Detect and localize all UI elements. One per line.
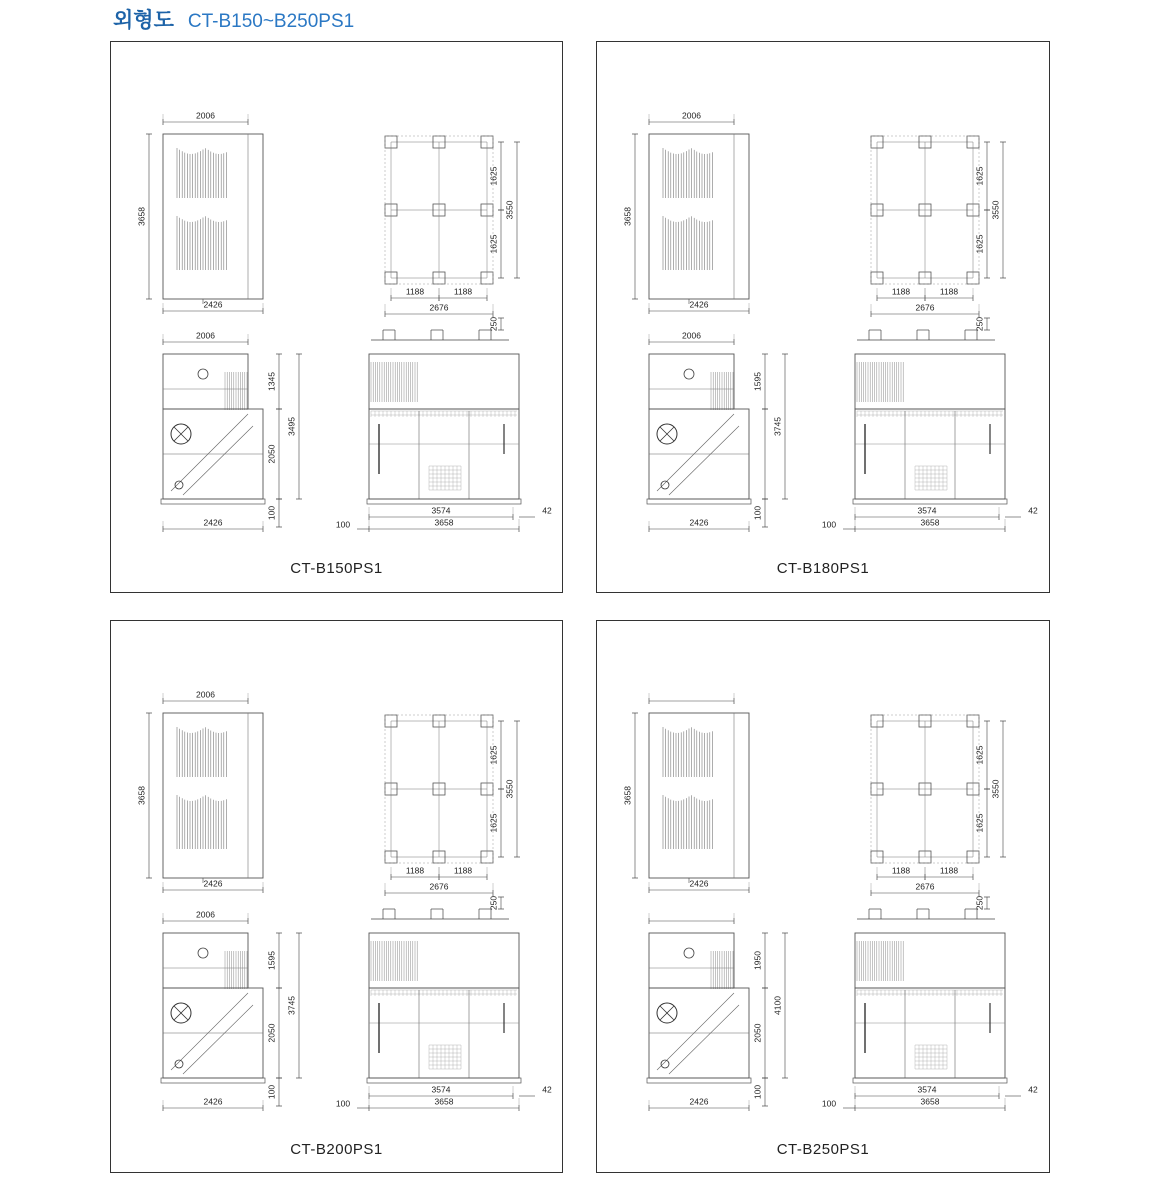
side-base — [161, 499, 265, 504]
dimension-label: 1188 — [939, 286, 959, 297]
dimension-label: 1345 — [266, 372, 277, 391]
dimension-label: 1188 — [453, 865, 473, 876]
dimension-label: 250 — [488, 316, 499, 332]
drawing-panel-b200 — [110, 620, 563, 1173]
dimension-label: 3658 — [434, 517, 454, 528]
dimension-label: 1950 — [752, 951, 763, 970]
dimension-label: 3658 — [434, 1096, 454, 1107]
dimension-label: 42 — [1028, 1084, 1038, 1095]
side-upper-casing — [649, 354, 734, 409]
dimension-label: 2426 — [203, 517, 223, 528]
dimension-label: 3574 — [917, 505, 937, 516]
dimension-label: 250 — [974, 895, 985, 911]
dimension-label: 100 — [266, 505, 277, 521]
drawing-line — [669, 1005, 739, 1074]
dimension-label: 100 — [821, 1098, 837, 1109]
dimension-label: 1625 — [488, 234, 499, 254]
dimension-label: 1595 — [752, 372, 763, 391]
dimension-label: 2426 — [689, 1096, 709, 1107]
dimension-label: 3550 — [990, 779, 1001, 799]
drawing-svg — [111, 621, 562, 1172]
dimension-label: 1188 — [453, 286, 473, 297]
dimension-label: 3574 — [431, 1084, 451, 1095]
drawing-svg — [597, 621, 1049, 1172]
model-caption: CT-B150PS1 — [290, 560, 383, 577]
front-lower-casing — [369, 988, 519, 1078]
dimension-label: 100 — [752, 505, 763, 521]
drawing-panel-b150 — [110, 41, 563, 593]
dimension-label: 42 — [1028, 505, 1038, 516]
side-upper-casing — [649, 933, 734, 988]
front-base — [367, 499, 521, 504]
dimension-label: 3495 — [286, 417, 297, 436]
dimension-label: 42 — [542, 1084, 552, 1095]
dimension-label: 250 — [974, 316, 985, 332]
front-upper-casing — [855, 933, 1005, 988]
dimension-label: 1625 — [488, 813, 499, 833]
dimension-label: 2006 — [196, 110, 215, 121]
drawing-line — [657, 993, 734, 1070]
dimension-label: 2426 — [203, 1096, 223, 1107]
inlet-pipe-icon — [684, 369, 694, 379]
dimension-label: 3745 — [286, 996, 297, 1015]
dimension-label: 100 — [752, 1084, 763, 1100]
drawing-line — [183, 1005, 253, 1074]
dimension-label: 2006 — [196, 909, 215, 920]
dimension-label: 3550 — [504, 200, 515, 220]
dimension-label: 2676 — [915, 881, 935, 892]
drain-icon — [175, 1060, 183, 1068]
side-base — [647, 499, 751, 504]
dimension-label: 2426 — [689, 878, 709, 889]
side-upper-casing — [163, 354, 248, 409]
front-base — [853, 1078, 1007, 1083]
front-base — [853, 499, 1007, 504]
dimension-label: 1625 — [974, 234, 985, 254]
dimension-label: 2006 — [196, 689, 215, 700]
model-caption: CT-B200PS1 — [290, 1141, 383, 1158]
dimension-label: 100 — [335, 519, 351, 530]
drain-icon — [661, 1060, 669, 1068]
dimension-label: 1625 — [488, 166, 499, 186]
dimension-label: 1625 — [974, 813, 985, 833]
dimension-label: 3658 — [920, 517, 940, 528]
dimension-label: 250 — [488, 895, 499, 911]
dimension-label: 1625 — [974, 166, 985, 186]
dimension-label: 1625 — [974, 745, 985, 765]
side-base — [647, 1078, 751, 1083]
dimension-label: 1625 — [488, 745, 499, 765]
drawing-svg — [111, 42, 562, 592]
dimension-label: 2050 — [266, 444, 277, 464]
drawing-line — [669, 426, 739, 495]
model-caption: CT-B180PS1 — [776, 560, 870, 577]
dimension-label: 1188 — [405, 865, 425, 876]
inlet-pipe-icon — [684, 948, 694, 958]
front-base — [367, 1078, 521, 1083]
side-upper-casing — [163, 933, 248, 988]
model-range: CT-B150~B250PS1 — [187, 11, 355, 32]
dimension-label: 3658 — [920, 1096, 940, 1107]
dimension-label: 2006 — [682, 330, 701, 341]
dimension-label: 2426 — [203, 299, 223, 310]
dimension-label: 1188 — [891, 286, 911, 297]
dimension-label: 1188 — [939, 865, 959, 876]
dimension-label: 2426 — [689, 299, 709, 310]
dimension-label: 3658 — [136, 207, 147, 226]
drawing-line — [171, 993, 248, 1070]
drawing-line — [183, 426, 253, 495]
side-base — [161, 1078, 265, 1083]
dimension-label: 2676 — [429, 881, 449, 892]
dimension-label: 1188 — [405, 286, 425, 297]
front-upper-casing — [855, 354, 1005, 409]
drawing-panel-b250 — [596, 620, 1050, 1173]
dimension-label: 1595 — [266, 951, 277, 970]
drawing-svg — [597, 42, 1049, 592]
inlet-pipe-icon — [198, 369, 208, 379]
model-caption: CT-B250PS1 — [776, 1141, 870, 1158]
dimension-label: 3745 — [772, 417, 783, 436]
dimension-label: 3658 — [136, 786, 147, 805]
dimension-label: 2676 — [915, 302, 935, 313]
dimension-label: 2050 — [752, 1023, 763, 1043]
dimension-label: 3658 — [622, 786, 633, 805]
dimension-label: 2426 — [689, 517, 709, 528]
dimension-label: 2426 — [203, 878, 223, 889]
dimension-label: 3574 — [431, 505, 451, 516]
inlet-pipe-icon — [198, 948, 208, 958]
dimension-label: 3550 — [990, 200, 1001, 220]
dimension-label: 100 — [335, 1098, 351, 1109]
front-lower-casing — [369, 409, 519, 499]
front-lower-casing — [855, 988, 1005, 1078]
front-upper-casing — [369, 933, 519, 988]
dimension-label: 42 — [542, 505, 552, 516]
drawing-panel-b180 — [596, 41, 1050, 593]
dimension-label: 100 — [821, 519, 837, 530]
page-header — [113, 4, 354, 30]
drawing-line — [171, 414, 248, 491]
drain-icon — [175, 481, 183, 489]
dimension-label: 2676 — [429, 302, 449, 313]
page-title: 외형도 — [113, 8, 174, 32]
dimension-label: 2006 — [682, 110, 701, 121]
dimension-label: 1188 — [891, 865, 911, 876]
dimension-label: 3574 — [917, 1084, 937, 1095]
dimension-label: 2050 — [266, 1023, 277, 1043]
drawing-line — [657, 414, 734, 491]
front-upper-casing — [369, 354, 519, 409]
dimension-label: 4100 — [772, 996, 783, 1015]
drain-icon — [661, 481, 669, 489]
dimension-label: 3658 — [622, 207, 633, 226]
dimension-label: 3550 — [504, 779, 515, 799]
front-lower-casing — [855, 409, 1005, 499]
dimension-label: 100 — [266, 1084, 277, 1100]
dimension-label: 2006 — [196, 330, 215, 341]
